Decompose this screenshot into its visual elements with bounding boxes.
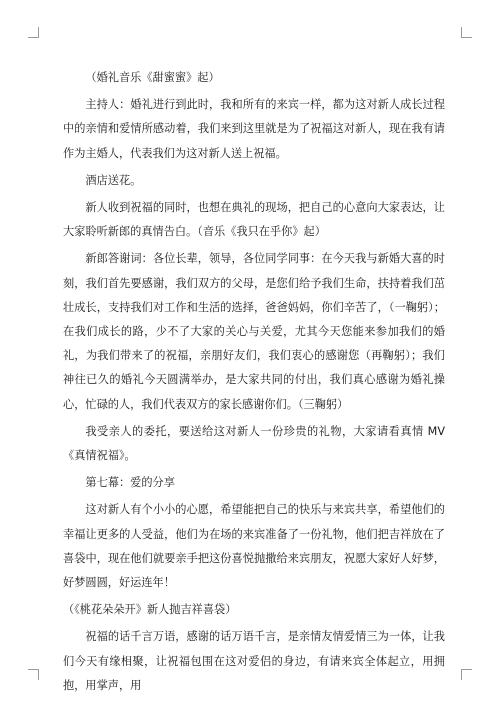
document-body: [63, 66, 445, 701]
crop-mark-bottom-right: [461, 669, 472, 680]
paragraph-flower-delivery: 酒店送花。: [85, 173, 142, 187]
paragraph-love-sharing: 这对新人有个小小的心愿，希望能把自己的快乐与来宾共享，希望他们的幸福让更多的人受益，他们为在场的来宾准备了一份礼物，他们把吉祥放在了喜袋中，现在他们就要亲手把这份喜悦抛撒给来宾朋友，祝愿大家好人好梦，好梦圆圆，好运连年！: [63, 503, 445, 590]
crop-mark-top-left: [28, 27, 39, 38]
paragraph-groom-thanks: 新郎答谢词：各位长辈，领导，各位同学同事：在今天我与新婚大喜的时刻，我们首先要感谢，我们双方的父母，是您们给予我们生命，扶持着我们茁壮成长，支持我们对工作和生活的选择，爸爸妈妈，你们辛苦了，（一鞠躬）；在我们成长的路，少不了大家的关心与关爱，尤其今天您能来参加我们的婚礼，为我们带来了的祝福，亲朋好友们，我们衷心的感谢您（再鞠躬）；我们神往已久的婚礼今天圆满举办，是大家共同的付出，我们真心感谢为婚礼操心，忙碌的人，我们代表双方的家长感谢你们。（三鞠躬）: [63, 252, 445, 411]
crop-mark-bottom-left: [28, 669, 39, 680]
paragraph-groom-confession: 新人收到祝福的同时，也想在典礼的现场，把自己的心意向大家表达，让大家聆听新郎的真情告白。（音乐《我只在乎你》起）: [63, 201, 445, 239]
paragraph-blessing: 祝福的话千言万语，感谢的话万语千言，是亲情友情爱情三为一体，让我们今天有缘相聚，让祝福包围在这对爱侣的身边，有请来宾全体起立，用拥抱，用掌声，用: [63, 630, 445, 692]
paragraph-music-cue: （婚礼音乐《甜蜜蜜》起）: [85, 71, 220, 84]
paragraph-mv-gift: 我受亲人的委托，要送给这对新人一份珍贵的礼物，大家请看真情 MV《真情祝福》。: [63, 424, 445, 463]
section-heading-act-seven: 第七幕：爱的分享: [85, 476, 175, 490]
paragraph-host-speech: 主持人：婚礼进行到此时，我和所有的来宾一样，都为这对新人成长过程中的亲情和爱情所感动着，我们来到这里就是为了祝福这对新人，现在我有请作为主婚人，代表我们为这对新人送上祝福。: [63, 98, 445, 160]
crop-mark-top-right: [461, 27, 472, 38]
paragraph-lucky-bags-cue: （《桃花朵朵开》新人抛吉祥喜袋）: [63, 603, 237, 617]
